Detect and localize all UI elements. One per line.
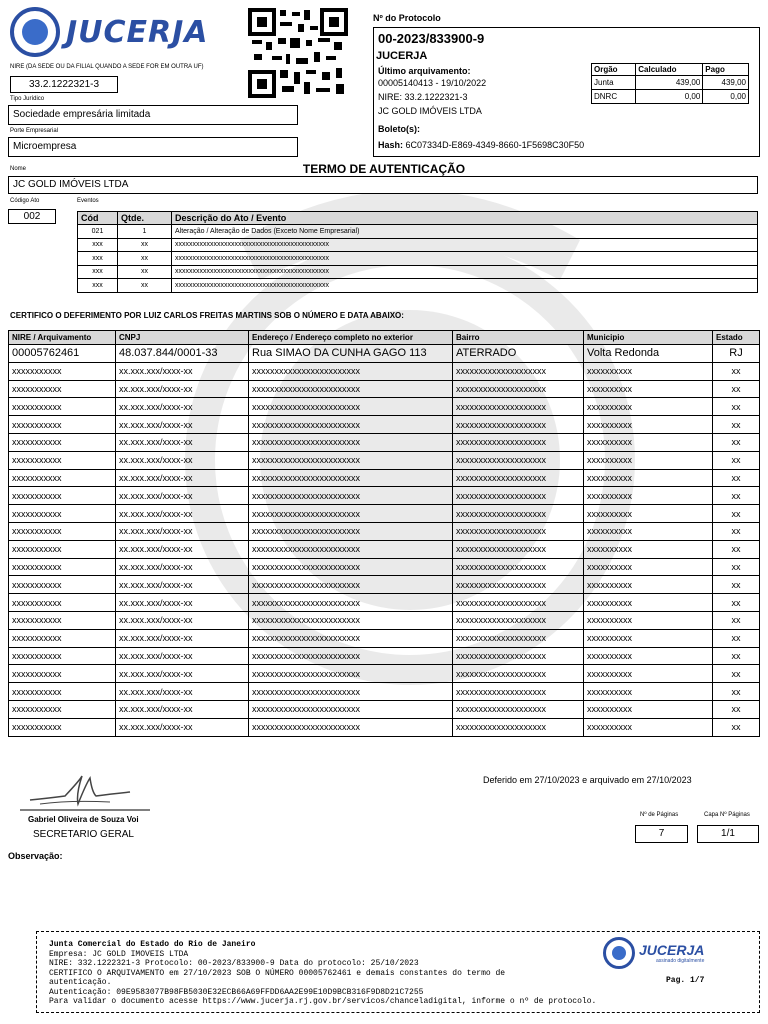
filing-cell: xx.xxx.xxx/xxxx-xx [116,433,249,451]
event-cell: xx [118,252,172,266]
protocol-number: 00-2023/833900-9 [378,31,485,46]
filing-cell: xxxxxxxxxxxxxxxxxxxxxxxx [249,647,453,665]
table-row [9,665,760,683]
filing-cell: xxxxxxxxxxx [9,398,116,416]
signature-image [20,770,150,814]
filing-cell: xxxxxxxxxx [584,611,713,629]
filing-cell: xxxxxxxxxxxxxxxxxxxx [453,700,584,718]
paginas-label: Nº de Páginas [640,812,679,818]
table-row [9,505,760,523]
table-row [9,522,760,540]
filing-cell: xxxxxxxxxxxxxxxxxxxxxxxx [249,683,453,701]
filing-cell: xxxxxxxxxxxxxxxxxxxxxxxx [249,416,453,434]
filing-cell: xxxxxxxxxxx [9,683,116,701]
filings-header: Bairro [453,331,584,345]
filing-cell: xx [713,433,760,451]
table-row [9,683,760,701]
footer-line: Junta Comercial do Estado do Rio de Janeiro [49,940,256,949]
table-row [9,416,760,434]
filing-cell: xxxxxxxxxx [584,451,713,469]
filing-cell: xxxxxxxxxxxxxxxxxxxx [453,380,584,398]
filing-cell: xx [713,505,760,523]
filing-cell: xxxxxxxxxxxxxxxxxxxxxxxx [249,487,453,505]
page-indicator: Pag. 1/7 [666,976,705,985]
footer-logo-text: JUCERJA [639,942,705,958]
event-cell: xxxxxxxxxxxxxxxxxxxxxxxxxxxxxxxxxxxxxxxxxxxx [172,279,758,293]
filing-cell: xxxxxxxxxxx [9,416,116,434]
filing-cell: xxxxxxxxxxx [9,611,116,629]
filing-cell: xx.xxx.xxx/xxxx-xx [116,416,249,434]
filing-cell: xxxxxxxxxx [584,469,713,487]
protocol-company: JC GOLD IMÓVEIS LTDA [378,106,482,116]
filing-cell: xxxxxxxxxx [584,487,713,505]
event-cell: 021 [78,225,118,239]
fees-header: Orgão [592,64,636,76]
filing-cell: xxxxxxxxxxxxxxxxxxxx [453,469,584,487]
filing-cell: xx [713,522,760,540]
filing-cell: xxxxxxxxxx [584,700,713,718]
name-value: JC GOLD IMÓVEIS LTDA [8,176,758,194]
event-cell: xx [118,238,172,252]
filing-cell: xxxxxxxxxxx [9,433,116,451]
filings-header: Municipio [584,331,713,345]
filing-cell: Volta Redonda [584,345,713,363]
filing-cell: xxxxxxxxxxxxxxxxxxxxxxxx [249,469,453,487]
table-row [9,700,760,718]
filing-cell: xx [713,487,760,505]
filing-cell: xxxxxxxxxxxxxxxxxxxx [453,647,584,665]
jucerja-logo-icon [10,7,60,57]
filing-cell: xx.xxx.xxx/xxxx-xx [116,647,249,665]
event-cell: xxxxxxxxxxxxxxxxxxxxxxxxxxxxxxxxxxxxxxxxxxxx [172,252,758,266]
filing-cell: xxxxxxxxxxx [9,665,116,683]
filing-cell: xxxxxxxxxxxxxxxxxxxxxxxx [249,629,453,647]
filing-cell: xxxxxxxxxxxxxxxxxxxx [453,451,584,469]
capa-value: 1/1 [697,825,759,843]
event-row [78,279,758,293]
filing-cell: xxxxxxxxxxxxxxxxxxxx [453,718,584,736]
table-row [9,576,760,594]
filing-cell: xxxxxxxxxxx [9,362,116,380]
events-header: Cód [78,212,118,225]
filing-cell: xxxxxxxxxxxxxxxxxxxxxxxx [249,540,453,558]
table-row [9,647,760,665]
filing-cell: xxxxxxxxxxxxxxxxxxxxxxxx [249,505,453,523]
ultimo-label: Último arquivamento: [378,66,471,76]
table-row [9,718,760,736]
fees-cell: DNRC [592,90,636,104]
filing-cell: xx.xxx.xxx/xxxx-xx [116,469,249,487]
filing-cell: xx.xxx.xxx/xxxx-xx [116,540,249,558]
filing-cell: xx.xxx.xxx/xxxx-xx [116,505,249,523]
filing-cell: xx [713,576,760,594]
filing-cell: xxxxxxxxxxxxxxxxxxxx [453,505,584,523]
filing-cell: xxxxxxxxxx [584,629,713,647]
filing-cell: xxxxxxxxxxx [9,700,116,718]
footer-line: Autenticação: 09E9583077B98FB5030E32ECB66A69FFDD6AA2E99E10D9BCB316F9D8D21C7255 [49,987,424,997]
fees-cell: 439,00 [703,76,749,90]
porte-value: Microempresa [8,137,298,157]
signer-name: Gabriel Oliveira de Souza Voi [28,815,139,824]
event-cell: xx [118,279,172,293]
table-row [9,611,760,629]
jucerja-logo [10,6,225,58]
filing-cell: xx [713,451,760,469]
filing-cell: xxxxxxxxxx [584,718,713,736]
filing-cell: xx [713,665,760,683]
filing-cell: xxxxxxxxxxx [9,380,116,398]
event-row [78,238,758,252]
filing-cell: xxxxxxxxxxx [9,451,116,469]
filing-cell: RJ [713,345,760,363]
filing-cell: xx [713,398,760,416]
filing-cell: 00005762461 [9,345,116,363]
filing-cell: xx.xxx.xxx/xxxx-xx [116,665,249,683]
filing-cell: xx [713,700,760,718]
filing-cell: xxxxxxxxxx [584,665,713,683]
filing-cell: xxxxxxxxxxx [9,594,116,612]
filing-cell: xxxxxxxxxx [584,398,713,416]
filing-cell: xx.xxx.xxx/xxxx-xx [116,594,249,612]
nire-label: NIRE (DA SEDE OU DA FILIAL QUANDO A SEDE FOR EM OUTRA UF) [10,64,204,70]
filing-cell: xx.xxx.xxx/xxxx-xx [116,487,249,505]
filing-cell: xxxxxxxxxxx [9,718,116,736]
filing-cell: xxxxxxxxxxxxxxxxxxxxxxxx [249,398,453,416]
filing-cell: xxxxxxxxxx [584,647,713,665]
filing-cell: xx.xxx.xxx/xxxx-xx [116,576,249,594]
filing-cell: xxxxxxxxxxxxxxxxxxxx [453,665,584,683]
filing-cell: xxxxxxxxxxxxxxxxxxxx [453,398,584,416]
filing-cell: xx [713,594,760,612]
filing-cell: xxxxxxxxxxxxxxxxxxxx [453,362,584,380]
table-row [9,380,760,398]
filing-cell: xx [713,683,760,701]
filing-cell: xxxxxxxxxx [584,362,713,380]
filing-cell: xxxxxxxxxx [584,505,713,523]
filing-cell: xxxxxxxxxxx [9,576,116,594]
event-cell: xxxxxxxxxxxxxxxxxxxxxxxxxxxxxxxxxxxxxxxxxxxx [172,265,758,279]
table-row [9,540,760,558]
logo-text: JUCERJA [66,14,209,50]
table-row [9,362,760,380]
filing-cell: xxxxxxxxxxx [9,558,116,576]
codigo-label: Código Ato [10,198,40,204]
tipo-value: Sociedade empresária limitada [8,105,298,125]
filing-cell: xxxxxxxxxxxxxxxxxxxxxxxx [249,665,453,683]
filing-cell: xxxxxxxxxxxxxxxxxxxxxxxx [249,380,453,398]
filings-header: NIRE / Arquivamento [9,331,116,345]
filing-cell: xxxxxxxxxxxxxxxxxxxxxxxx [249,451,453,469]
filing-cell: xx [713,558,760,576]
fees-cell: Junta [592,76,636,90]
filing-cell: xxxxxxxxxx [584,380,713,398]
filing-cell: xx.xxx.xxx/xxxx-xx [116,683,249,701]
table-row [9,558,760,576]
table-row [9,398,760,416]
table-row [9,594,760,612]
filing-cell: xxxxxxxxxxx [9,469,116,487]
filing-cell: xxxxxxxxxxxxxxxxxxxxxxxx [249,611,453,629]
protocol-label: Nº do Protocolo [373,13,441,23]
event-row [78,225,758,239]
filing-cell: xx [713,718,760,736]
filing-cell: xx.xxx.xxx/xxxx-xx [116,700,249,718]
filing-cell: xxxxxxxxxxxxxxxxxxxx [453,558,584,576]
filing-cell: xx.xxx.xxx/xxxx-xx [116,451,249,469]
fees-header: Calculado [636,64,703,76]
certifico-text: CERTIFICO O DEFERIMENTO POR LUIZ CARLOS FREITAS MARTINS SOB O NÚMERO E DATA ABAIXO: [10,311,404,320]
event-cell: 1 [118,225,172,239]
boleto-label: Boleto(s): [378,124,420,134]
filing-cell: xxxxxxxxxxx [9,647,116,665]
footer-line: autenticação. [49,978,112,987]
hash-label: Hash: [378,140,404,150]
filing-cell: ATERRADO [453,345,584,363]
filing-cell: xx [713,540,760,558]
filing-cell: xxxxxxxxxxx [9,505,116,523]
event-cell: xx [118,265,172,279]
eventos-label: Eventos [77,198,99,204]
event-cell: xxx [78,279,118,293]
filing-cell: 48.037.844/0001-33 [116,345,249,363]
filing-cell: xxxxxxxxxxxxxxxxxxxx [453,540,584,558]
protocol-org: JUCERJA [376,50,428,62]
filing-cell: xx.xxx.xxx/xxxx-xx [116,629,249,647]
fees-table [591,63,749,104]
table-row [9,433,760,451]
filings-header: CNPJ [116,331,249,345]
paginas-value: 7 [635,825,688,843]
filings-header: Estado [713,331,760,345]
filing-cell: xx.xxx.xxx/xxxx-xx [116,611,249,629]
codigo-value: 002 [8,209,56,224]
filing-cell: xxxxxxxxxxx [9,522,116,540]
filing-cell: xx [713,380,760,398]
event-row [78,265,758,279]
deferido-text: Deferido em 27/10/2023 e arquivado em 27/10/2023 [483,775,692,785]
filing-cell: xxxxxxxxxxxxxxxxxxxx [453,683,584,701]
filing-cell: xxxxxxxxxxxxxxxxxxxxxxxx [249,718,453,736]
filing-cell: xxxxxxxxxxx [9,540,116,558]
filing-cell: xxxxxxxxxx [584,416,713,434]
filing-cell: xxxxxxxxxxxxxxxxxxxxxxxx [249,558,453,576]
filing-cell: xx.xxx.xxx/xxxx-xx [116,362,249,380]
events-table [77,211,758,293]
filing-cell: xxxxxxxxxxxxxxxxxxxx [453,416,584,434]
filings-header: Endereço / Endereço completo no exterior [249,331,453,345]
filing-cell: xxxxxxxxxx [584,540,713,558]
filing-cell: xxxxxxxxxxxxxxxxxxxxxxxx [249,433,453,451]
event-cell: Alteração / Alteração de Dados (Exceto Nome Empresarial) [172,225,758,239]
filing-cell: xxxxxxxxxxx [9,487,116,505]
porte-label: Porte Empresarial [10,128,59,134]
capa-label: Capa Nº Páginas [704,812,750,818]
filing-cell: xxxxxxxxxxxxxxxxxxxx [453,611,584,629]
filing-cell: xx [713,416,760,434]
filing-cell: xxxxxxxxxxxxxxxxxxxxxxxx [249,576,453,594]
table-row [9,451,760,469]
filing-cell: xx.xxx.xxx/xxxx-xx [116,558,249,576]
filing-cell: xx [713,469,760,487]
footer-logo [603,935,728,971]
table-row [9,345,760,363]
ultimo-value: 00005140413 - 19/10/2022 [378,78,487,88]
footer-line: NIRE: 332.1222321-3 Protocolo: 00-2023/833900-9 Data do protocolo: 25/10/2023 [49,959,419,968]
table-row [9,487,760,505]
tipo-label: Tipo Jurídico [10,96,45,102]
filing-cell: xxxxxxxxxxxxxxxxxxxxxxxx [249,594,453,612]
filing-cell: xxxxxxxxxx [584,594,713,612]
filing-cell: Rua SIMAO DA CUNHA GAGO 113 [249,345,453,363]
fees-cell: 0,00 [636,90,703,104]
observacao-label: Observação: [8,851,63,861]
name-label: Nome [10,166,27,172]
footer-line: Empresa: JC GOLD IMOVEIS LTDA [49,949,189,959]
filing-cell: xxxxxxxxxxxxxxxxxxxxxxxx [249,362,453,380]
events-header: Descrição do Ato / Evento [172,212,758,225]
filing-cell: xxxxxxxxxxxxxxxxxxxx [453,576,584,594]
hash-line [378,140,584,150]
filing-cell: xx [713,647,760,665]
filing-cell: xx.xxx.xxx/xxxx-xx [116,380,249,398]
table-row [9,629,760,647]
filing-cell: xxxxxxxxxxxxxxxxxxxxxxxx [249,700,453,718]
filing-cell: xx.xxx.xxx/xxxx-xx [116,718,249,736]
footer-logo-icon [603,937,635,969]
nire-line: NIRE: 33.2.1222321-3 [378,92,468,102]
filing-cell: xxxxxxxxxx [584,576,713,594]
nire-value: 33.2.1222321-3 [10,76,118,93]
filing-cell: xxxxxxxxxx [584,683,713,701]
events-header: Qtde. [118,212,172,225]
filing-cell: xx [713,629,760,647]
filing-cell: xxxxxxxxxxxxxxxxxxxx [453,522,584,540]
filing-cell: xxxxxxxxxxxxxxxxxxxxxxxx [249,522,453,540]
event-cell: xxx [78,238,118,252]
event-cell: xxx [78,265,118,279]
filing-cell: xx.xxx.xxx/xxxx-xx [116,522,249,540]
filing-cell: xxxxxxxxxxx [9,629,116,647]
event-cell: xxx [78,252,118,266]
filing-cell: xxxxxxxxxxxxxxxxxxxx [453,594,584,612]
event-cell: xxxxxxxxxxxxxxxxxxxxxxxxxxxxxxxxxxxxxxxxxxxx [172,238,758,252]
signer-role: SECRETARIO GERAL [33,829,134,840]
footer-line: Para validar o documento acesse https://www.jucerja.rj.gov.br/servicos/chanceladigital, informe o nº de protocolo. [49,997,597,1006]
hash-value: 6C07334D-E869-4349-8660-1F5698C30F50 [405,140,585,150]
filing-cell: xx.xxx.xxx/xxxx-xx [116,398,249,416]
footer-logo-sub: assinado digitalmente [655,958,705,964]
table-row [9,469,760,487]
filing-cell: xxxxxxxxxx [584,558,713,576]
filing-cell: xx [713,611,760,629]
qr-code [248,8,348,98]
fees-header: Pago [703,64,749,76]
filing-cell: xxxxxxxxxxxxxxxxxxxx [453,487,584,505]
term-title: TERMO DE AUTENTICAÇÃO [302,162,466,176]
fees-cell: 0,00 [703,90,749,104]
filing-cell: xxxxxxxxxx [584,433,713,451]
filing-cell: xx [713,362,760,380]
filings-table [8,330,760,737]
filing-cell: xxxxxxxxxxxxxxxxxxxx [453,433,584,451]
filing-cell: xxxxxxxxxxxxxxxxxxxx [453,629,584,647]
fees-cell: 439,00 [636,76,703,90]
event-row [78,252,758,266]
footer-line: CERTIFICO O ARQUIVAMENTO em 27/10/2023 SOB O NÚMERO 00005762461 e demais constantes do termo de [49,968,506,978]
filing-cell: xxxxxxxxxx [584,522,713,540]
